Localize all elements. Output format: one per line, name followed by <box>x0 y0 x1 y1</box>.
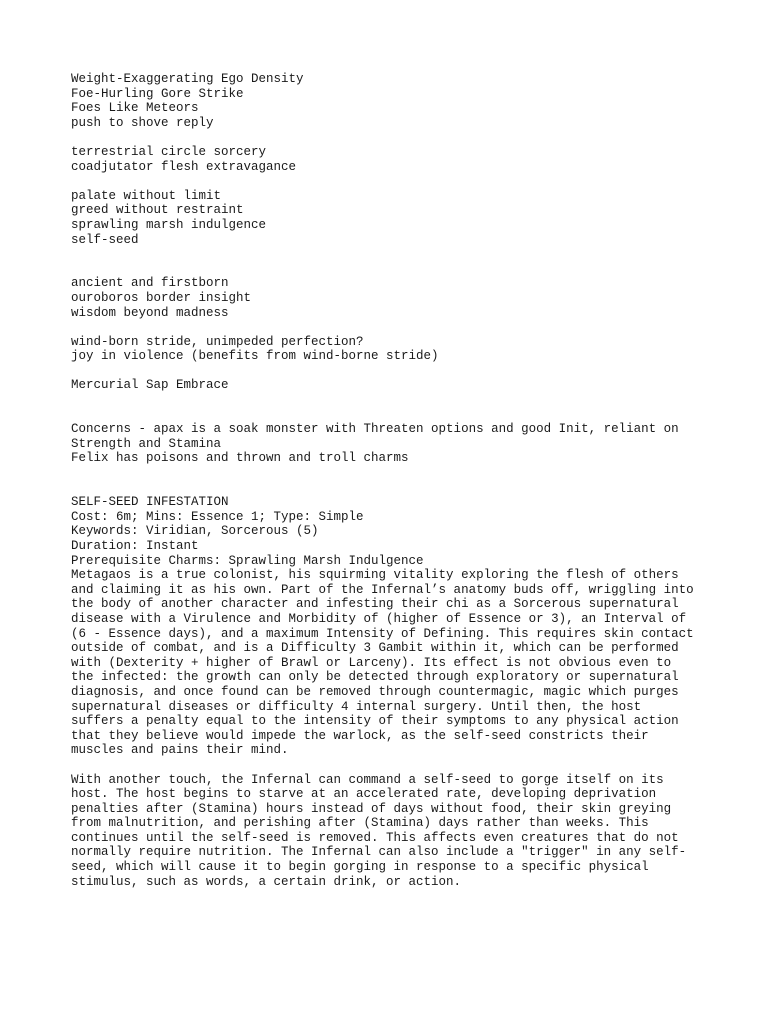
text-line: muscles and pains their mind. <box>71 743 289 758</box>
blank-line <box>71 364 701 379</box>
text-line: diagnosis, and once found can be removed through countermagic, magic which purges <box>71 684 679 699</box>
text-line: sprawling marsh indulgence <box>71 217 267 232</box>
text-line: Felix has poisons and thrown and troll charms <box>71 451 409 466</box>
text-line: terrestrial circle sorcery <box>71 144 267 159</box>
text-line: coadjutator flesh extravagance <box>71 159 297 174</box>
charm-header <box>71 495 701 568</box>
text-line: the infected: the growth can only be detected through exploratory or supernatural <box>71 670 679 685</box>
charm-name-list <box>71 72 701 130</box>
text-line: that they believe would impede the warlock, as the self-seed constricts their <box>71 728 649 743</box>
charm-prerequisites: Prerequisite Charms: Sprawling Marsh Indulgence <box>71 553 424 568</box>
charm-title: SELF-SEED INFESTATION <box>71 495 229 510</box>
text-line: continues until the self-seed is removed. This affects even creatures that do not <box>71 830 679 845</box>
text-line: palate without limit <box>71 188 222 203</box>
text-line: Foes Like Meteors <box>71 101 199 116</box>
charm-keywords: Keywords: Viridian, Sorcerous (5) <box>71 524 319 539</box>
text-line: ancient and firstborn <box>71 276 229 291</box>
wisdom-list <box>71 276 701 320</box>
text-line: seed, which will cause it to begin gorging in response to a specific physical <box>71 860 649 875</box>
blank-lines <box>71 247 701 276</box>
embrace-list <box>71 378 701 393</box>
blank-line <box>71 130 701 145</box>
text-line: Mercurial Sap Embrace <box>71 378 229 393</box>
text-line: push to shove reply <box>71 115 214 130</box>
text-line: Strength and Stamina <box>71 436 222 451</box>
text-line: stimulus, such as words, a certain drink, or action. <box>71 874 462 889</box>
text-line: host. The host begins to starve at an accelerated rate, developing deprivation <box>71 787 657 802</box>
text-line: greed without restraint <box>71 203 244 218</box>
text-line: self-seed <box>71 232 139 247</box>
blank-line <box>71 320 701 335</box>
text-line: the body of another character and infesting their chi as a Sorcerous supernatural <box>71 597 679 612</box>
text-line: and claiming it as his own. Part of the Infernal’s anatomy buds off, wriggling into <box>71 582 694 597</box>
indulgence-list <box>71 189 701 247</box>
text-line: with (Dexterity + higher of Brawl or Larceny). Its effect is not obvious even to <box>71 655 672 670</box>
text-line: normally require nutrition. The Infernal can also include a "trigger" in any self- <box>71 845 687 860</box>
sorcery-list <box>71 145 701 174</box>
text-line: ouroboros border insight <box>71 290 252 305</box>
text-line: Concerns - apax is a soak monster with Threaten options and good Init, reliant on <box>71 422 679 437</box>
charm-cost: Cost: 6m; Mins: Essence 1; Type: Simple <box>71 509 364 524</box>
text-line: Metagaos is a true colonist, his squirming vitality exploring the flesh of others <box>71 568 679 583</box>
concerns-note <box>71 422 701 466</box>
text-line: penalties after (Stamina) hours instead of days without food, their skin greying <box>71 801 672 816</box>
blank-lines <box>71 393 701 422</box>
charm-description-paragraph <box>71 568 701 758</box>
text-line: joy in violence (benefits from wind-borne stride) <box>71 349 439 364</box>
stride-list <box>71 335 701 364</box>
charm-gorge-paragraph <box>71 773 701 890</box>
text-line: Weight-Exaggerating Ego Density <box>71 72 304 86</box>
text-line: wisdom beyond madness <box>71 305 229 320</box>
text-line: suffers a penalty equal to the intensity of their symptoms to any physical action <box>71 714 679 729</box>
text-line: disease with a Virulence and Morbidity of (higher of Essence or 3), an Interval of <box>71 611 687 626</box>
text-line: supernatural diseases or difficulty 4 internal surgery. Until then, the host <box>71 699 642 714</box>
text-line: (6 - Essence days), and a maximum Intensity of Defining. This requires skin contact <box>71 626 694 641</box>
document-page <box>71 72 701 889</box>
text-line: Foe-Hurling Gore Strike <box>71 86 244 101</box>
text-line: outside of combat, and is a Difficulty 3 Gambit within it, which can be performed <box>71 641 679 656</box>
text-line: With another touch, the Infernal can command a self-seed to gorge itself on its <box>71 772 664 787</box>
blank-line <box>71 174 701 189</box>
text-line: from malnutrition, and perishing after (Stamina) days rather than weeks. This <box>71 816 649 831</box>
blank-lines <box>71 466 701 495</box>
charm-duration: Duration: Instant <box>71 539 199 553</box>
blank-line <box>71 758 701 773</box>
text-line: wind-born stride, unimpeded perfection? <box>71 334 364 349</box>
